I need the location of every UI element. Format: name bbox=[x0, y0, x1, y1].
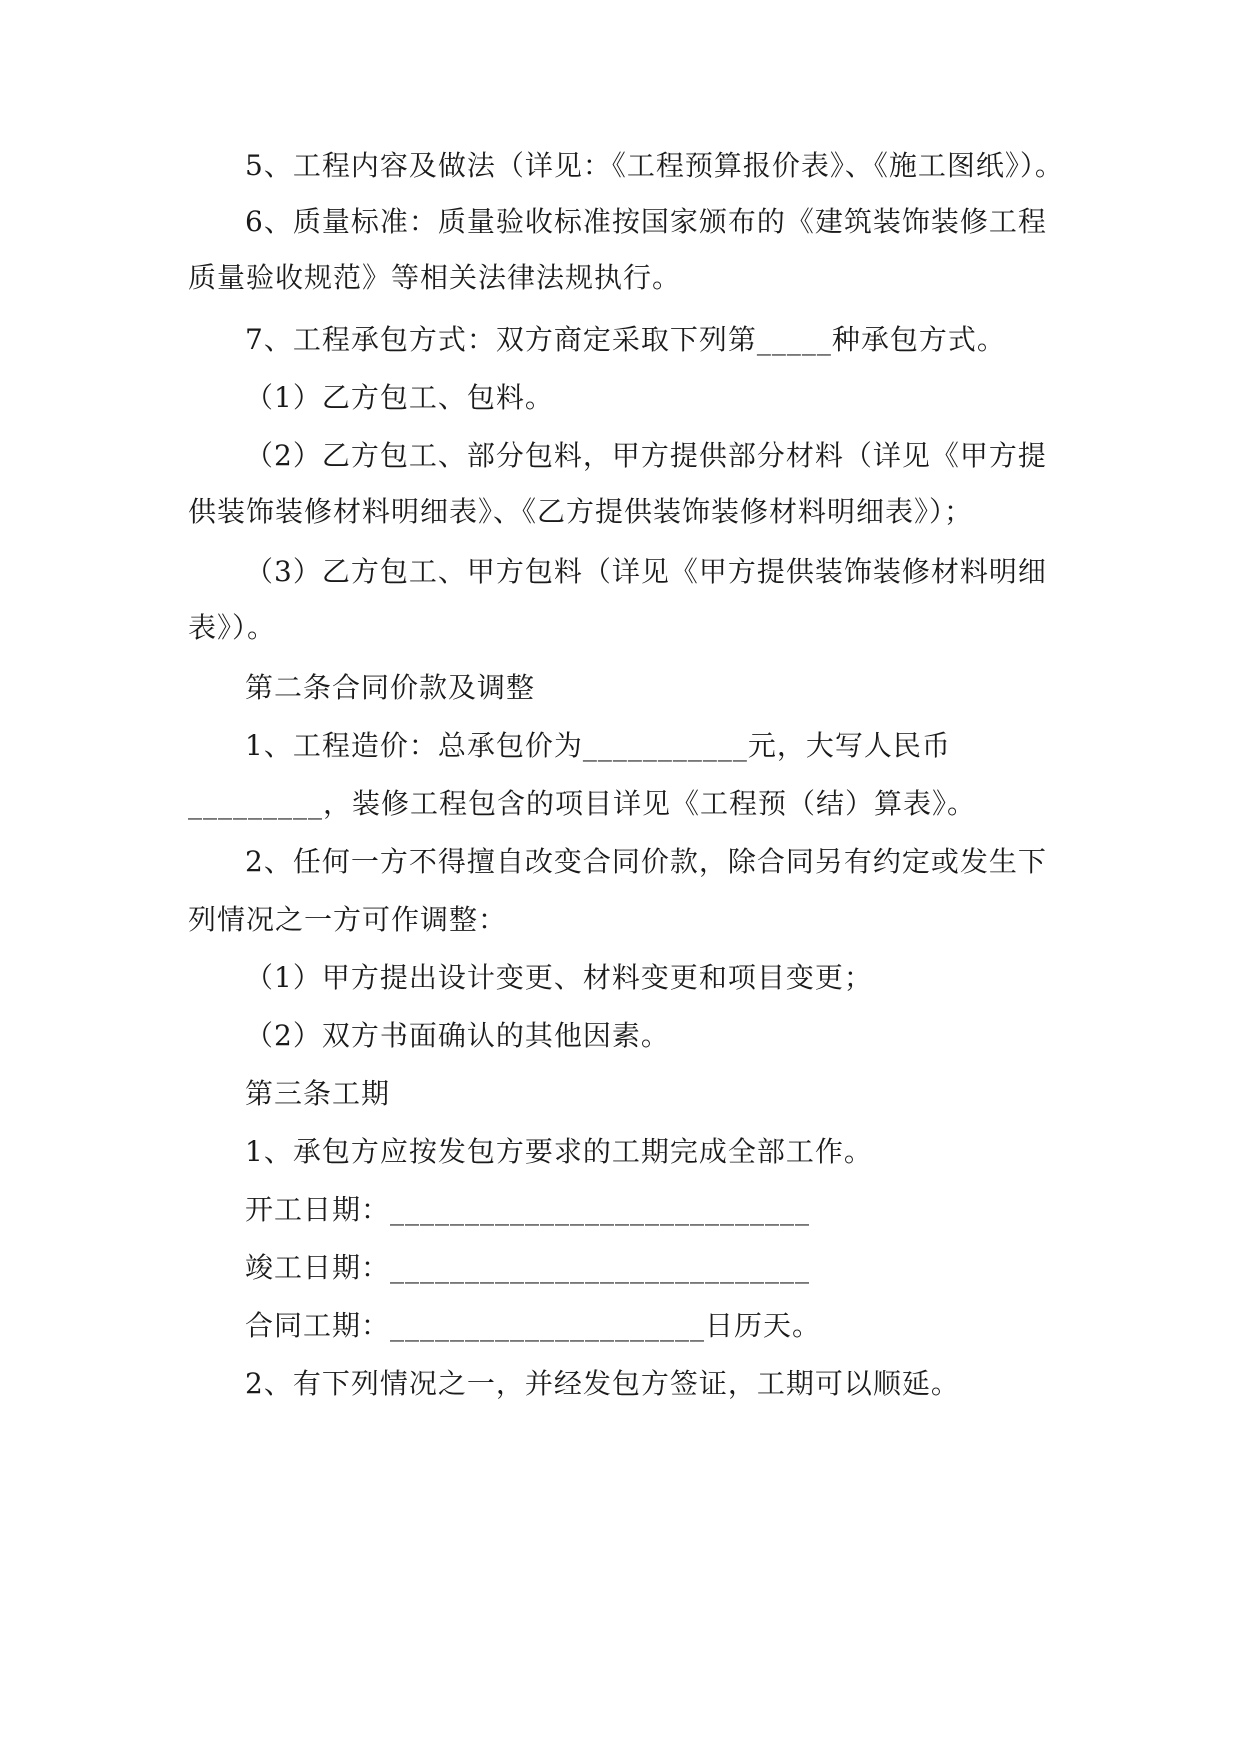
clause-1-7-text: 7、工程承包方式：双方商定采取下列第_____种承包方式。 bbox=[245, 323, 1006, 356]
article-3-heading: 第三条工期 bbox=[245, 1077, 391, 1110]
option-1-text: （1）乙方包工、包料。 bbox=[245, 381, 554, 414]
clause-3-2-text: 2、有下列情况之一，并经发包方签证，工期可以顺延。 bbox=[245, 1367, 960, 1400]
option-3-continuation: 表》）。 bbox=[188, 611, 277, 644]
option-2-continuation: 供装饰装修材料明细表》、《乙方提供装饰装修材料明细表》）； bbox=[188, 495, 974, 528]
completion-date-field: 竣工日期：____________________________ bbox=[245, 1251, 811, 1284]
clause-2-2-continuation: 列情况之一方可作调整： bbox=[188, 903, 508, 936]
clause-2-1-text: 1、工程造价：总承包价为___________元，大写人民币 bbox=[245, 729, 951, 762]
clause-1-6-continuation: 质量验收规范》等相关法律法规执行。 bbox=[188, 261, 682, 294]
clause-1-6-text: 6、质量标准：质量验收标准按国家颁布的《建筑装饰装修工程 bbox=[245, 205, 1047, 238]
clause-3-1-text: 1、承包方应按发包方要求的工期完成全部工作。 bbox=[245, 1135, 873, 1168]
adjustment-1-text: （1）甲方提出设计变更、材料变更和项目变更； bbox=[245, 961, 873, 994]
clause-2-1-continuation: _________，装修工程包含的项目详见《工程预（结）算表》。 bbox=[188, 787, 977, 820]
article-2-heading: 第二条合同价款及调整 bbox=[245, 671, 536, 704]
adjustment-2-text: （2）双方书面确认的其他因素。 bbox=[245, 1019, 670, 1052]
start-date-field: 开工日期：____________________________ bbox=[245, 1193, 811, 1226]
clause-2-2-text: 2、任何一方不得擅自改变合同价款，除合同另有约定或发生下 bbox=[245, 845, 1047, 878]
option-2-text: （2）乙方包工、部分包料，甲方提供部分材料（详见《甲方提 bbox=[245, 439, 1047, 472]
contract-duration-field: 合同工期：_____________________日历天。 bbox=[245, 1309, 822, 1342]
clause-1-5-text: 5、工程内容及做法（详见：《工程预算报价表》、《施工图纸》）。 bbox=[245, 149, 1064, 182]
option-3-text: （3）乙方包工、甲方包料（详见《甲方提供装饰装修材料明细 bbox=[245, 555, 1047, 588]
